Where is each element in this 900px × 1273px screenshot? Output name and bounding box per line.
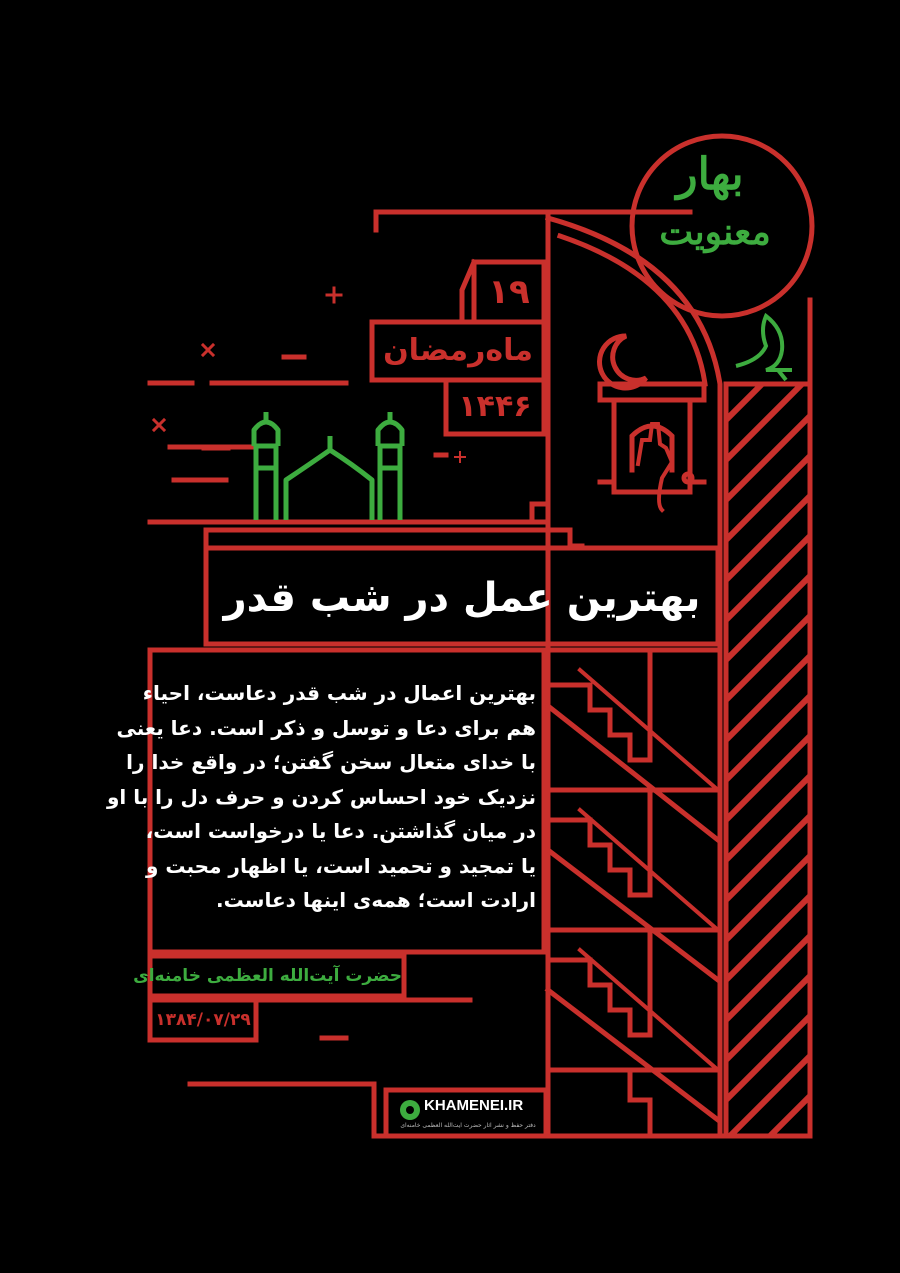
tower-inner-arch — [560, 236, 705, 384]
quote-author: حضرت آیت‌الله العظمی خامنه‌ای — [133, 966, 402, 986]
date-month: ماه‌رمضان — [383, 333, 533, 368]
date-year: ۱۴۴۶ — [458, 389, 532, 424]
logo-line-2: معنویت — [659, 211, 771, 253]
quote-line: با خدای متعال سخن گفتن؛ در واقع خدا را — [126, 750, 536, 774]
ground-line — [150, 522, 582, 546]
hatch-lines — [726, 336, 810, 1220]
prayer-rug-hand-icon — [600, 384, 704, 510]
quote-line: نزدیک خود احساس کردن و حرف دل را با او — [106, 784, 536, 809]
sparkle-icon — [154, 288, 465, 462]
footer-site: KHAMENEI.IR — [424, 1097, 524, 1114]
footer-tagline: دفتر حفظ و نشر آثار حضرت آیت‌الله العظمی خامنه‌ای — [400, 1122, 536, 1129]
quote-line: بهترین اعمال در شب قدر دعاست، احیاء — [142, 681, 536, 705]
quote-line: در میان گذاشتن. دعا یا درخواست است، — [145, 819, 536, 843]
mosque-icon — [254, 412, 402, 520]
staircase-lines — [548, 650, 718, 1136]
logo-line-1: بهار — [676, 149, 744, 200]
quote-date: ۱۳۸۴/۰۷/۲۹ — [155, 1010, 251, 1030]
crescent-moon-icon — [600, 336, 646, 388]
leaf-icon — [736, 316, 792, 380]
quote-line: ارادت است؛ همه‌ی اینها دعاست. — [216, 888, 536, 912]
headline: بهترین عمل در شب قدر — [223, 575, 701, 621]
date-day: ۱۹ — [488, 272, 530, 312]
quote-text — [106, 676, 536, 918]
quote-line: یا تمجید و تحمید است، یا اظهار محبت و — [145, 853, 536, 878]
quote-line: هم برای دعا و توسل و ذکر است. دعا یعنی — [116, 715, 536, 740]
khamenei-logo-icon — [400, 1100, 420, 1120]
